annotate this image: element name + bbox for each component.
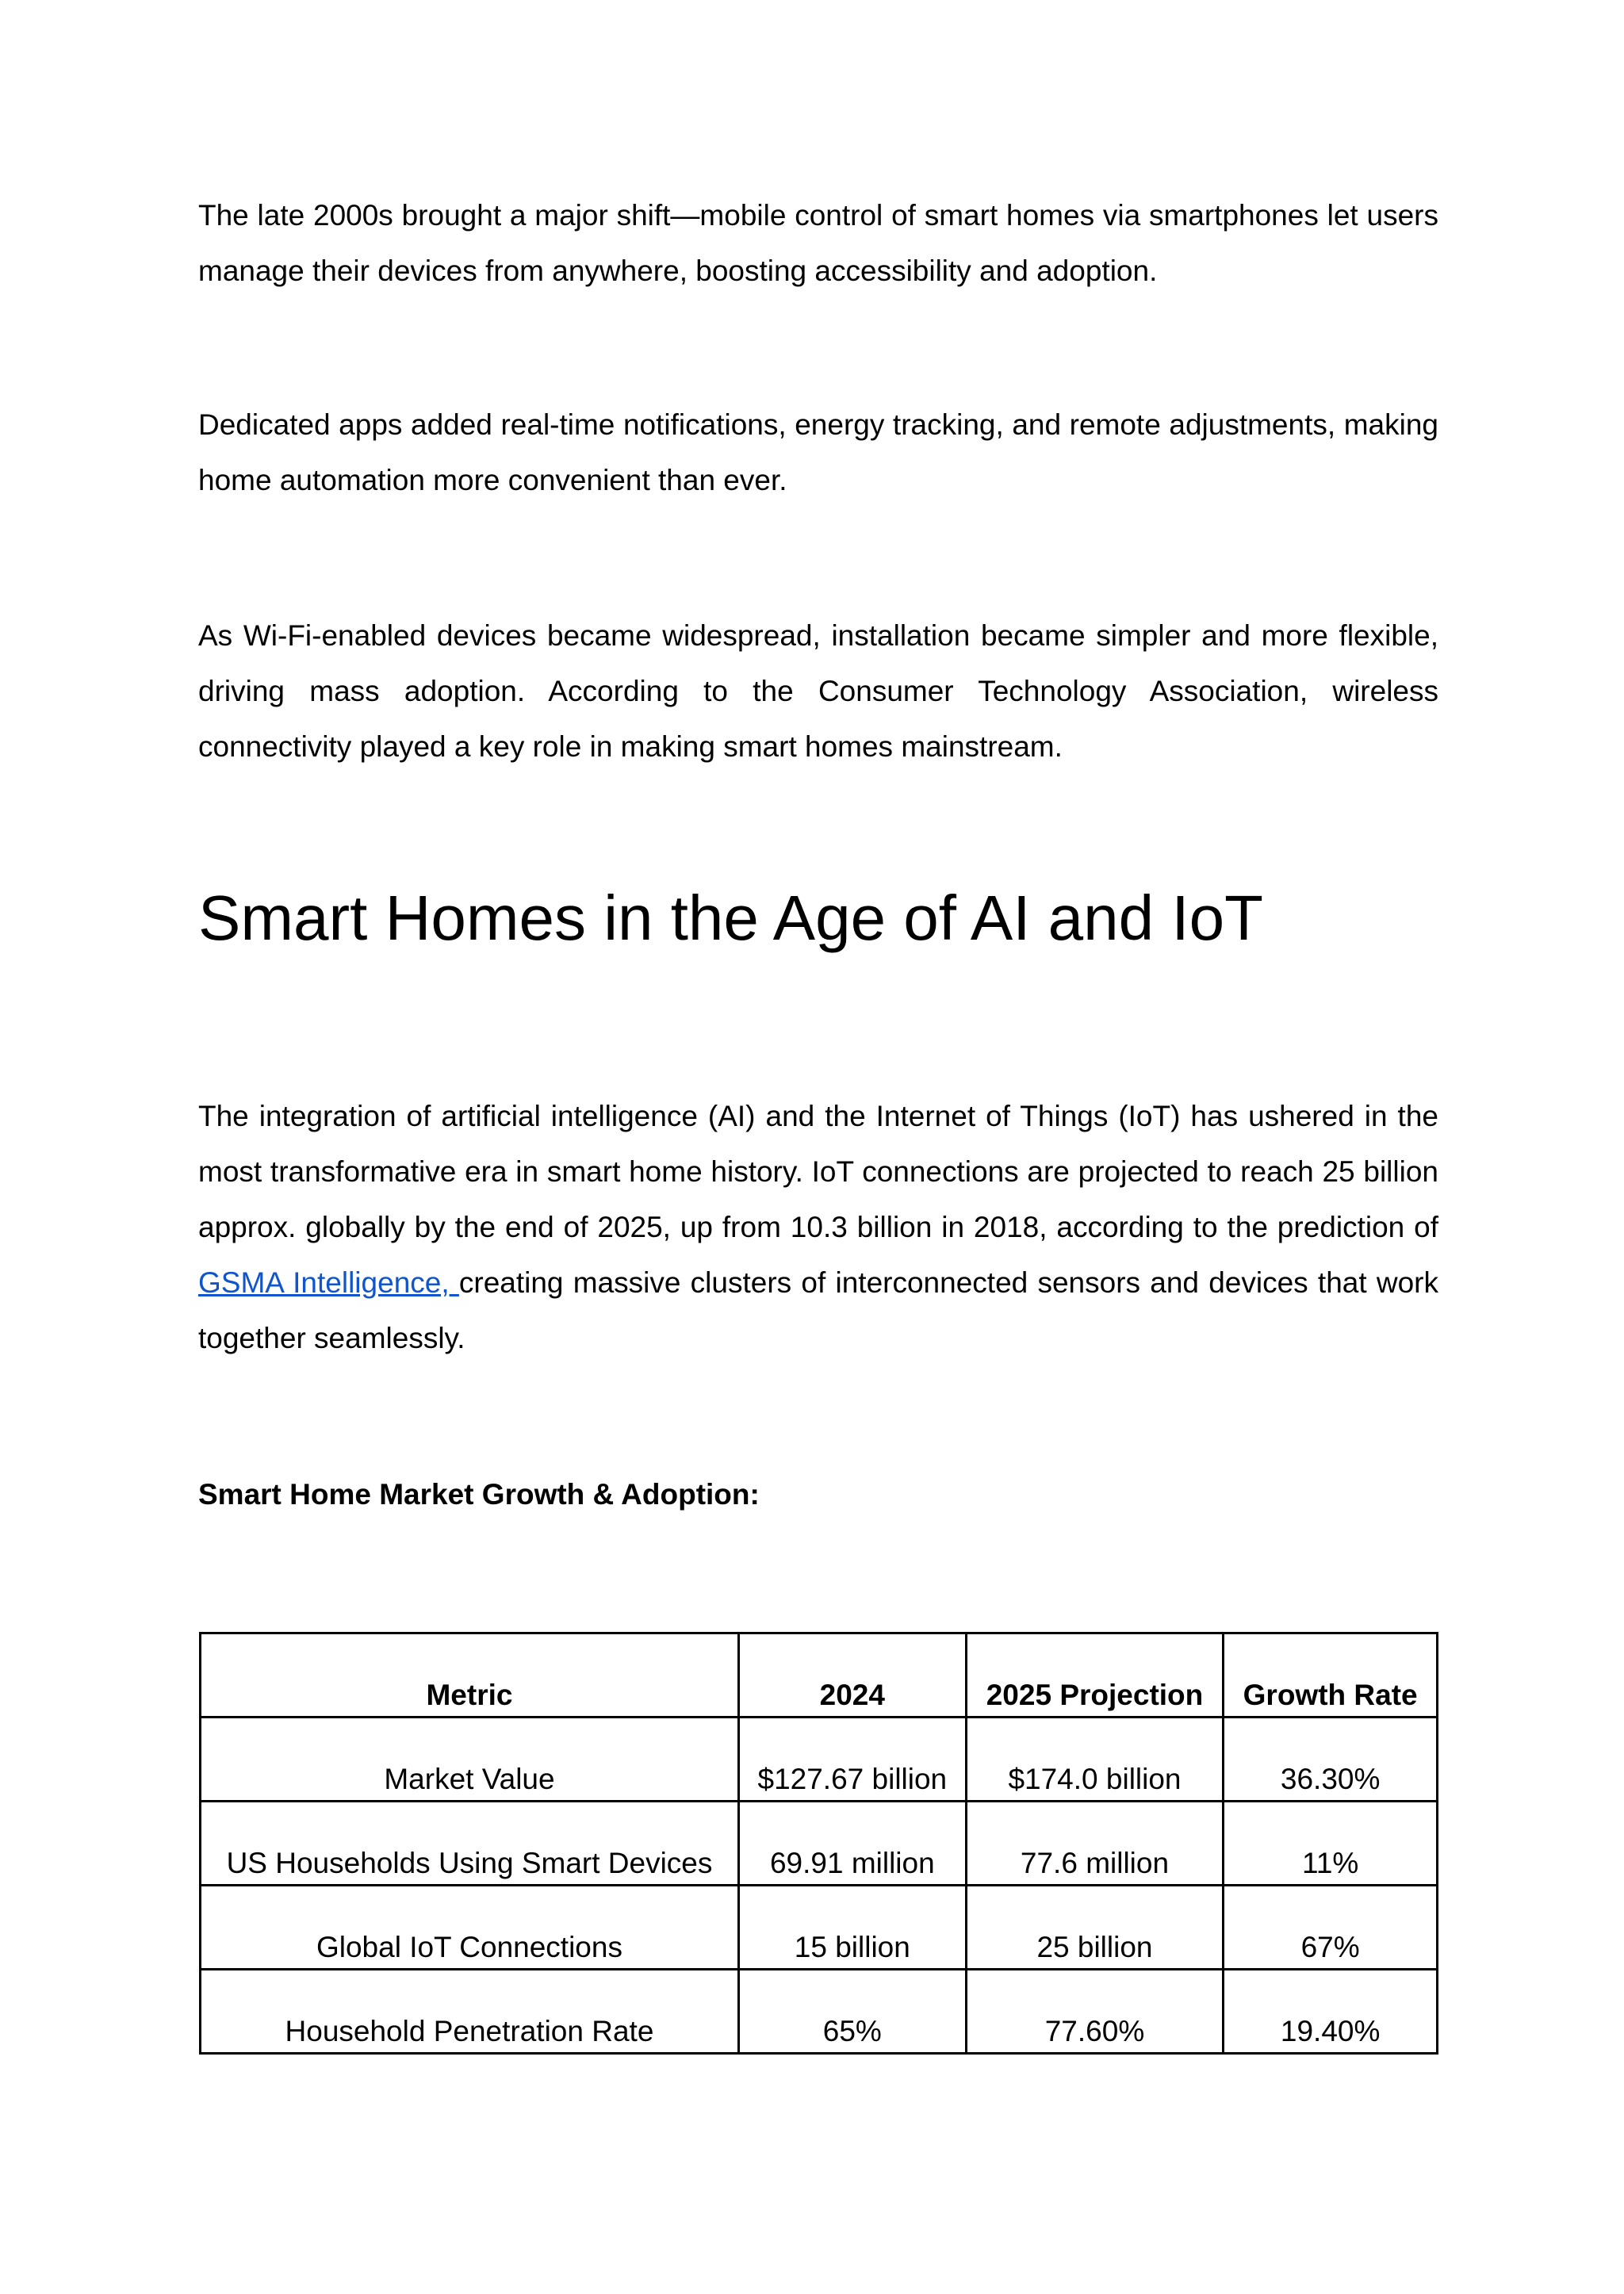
paragraph-text-after-link: creating massive clusters of interconnected sensors and devices that work together seamlessly. bbox=[198, 1266, 1438, 1354]
table-row bbox=[201, 1718, 1438, 1802]
table-row bbox=[201, 1802, 1438, 1886]
table-cell: Market Value bbox=[201, 1718, 739, 1802]
table-cell: Household Penetration Rate bbox=[201, 1970, 739, 2054]
table-cell: Global IoT Connections bbox=[201, 1886, 739, 1970]
table-header-cell: 2024 bbox=[738, 1633, 966, 1718]
table-cell: 19.40% bbox=[1224, 1970, 1438, 2054]
section-heading: Smart Homes in the Age of AI and IoT bbox=[198, 883, 1263, 953]
table-header-row bbox=[201, 1633, 1438, 1718]
gsma-intelligence-link[interactable]: GSMA Intelligence, bbox=[198, 1266, 459, 1299]
table-cell: 77.6 million bbox=[966, 1802, 1224, 1886]
table-cell: 15 billion bbox=[738, 1886, 966, 1970]
table-header-cell: 2025 Projection bbox=[966, 1633, 1224, 1718]
table-cell: $174.0 billion bbox=[966, 1718, 1224, 1802]
table-caption: Smart Home Market Growth & Adoption: bbox=[198, 1478, 760, 1511]
table-cell: 67% bbox=[1224, 1886, 1438, 1970]
market-growth-table bbox=[199, 1632, 1438, 2055]
table-cell: 65% bbox=[738, 1970, 966, 2054]
table-cell: $127.67 billion bbox=[738, 1718, 966, 1802]
table-cell: 69.91 million bbox=[738, 1802, 966, 1886]
paragraph-wifi-devices: As Wi-Fi-enabled devices became widespread, installation became simpler and more flexible, driving mass adoption. According to the Consumer Technology Association, wireless connectivity played a key role in making smart homes mainstream. bbox=[198, 619, 1438, 763]
table-cell: 77.60% bbox=[966, 1970, 1224, 2054]
table-header-cell: Growth Rate bbox=[1224, 1633, 1438, 1718]
table-row bbox=[201, 1886, 1438, 1970]
table-cell: US Households Using Smart Devices bbox=[201, 1802, 739, 1886]
paragraph-mobile-control: The late 2000s brought a major shift—mobile control of smart homes via smartphones let users manage their devices from anywhere, boosting accessibility and adoption. bbox=[198, 199, 1438, 287]
table-header-cell: Metric bbox=[201, 1633, 739, 1718]
paragraph-text-before-link: The integration of artificial intelligence (AI) and the Internet of Things (IoT) has ushered in the most transformative era in smart home history. IoT connections are projected to reach 25 billion approx. globally by the end of 2025, up from 10.3 billion in 2018, according to the prediction of bbox=[198, 1100, 1438, 1243]
paragraph-dedicated-apps: Dedicated apps added real-time notifications, energy tracking, and remote adjustments, making home automation more convenient than ever. bbox=[198, 408, 1438, 496]
table-cell: 11% bbox=[1224, 1802, 1438, 1886]
table-row bbox=[201, 1970, 1438, 2054]
table-cell: 25 billion bbox=[966, 1886, 1224, 1970]
table-cell: 36.30% bbox=[1224, 1718, 1438, 1802]
paragraph-ai-iot bbox=[198, 1089, 1438, 1366]
